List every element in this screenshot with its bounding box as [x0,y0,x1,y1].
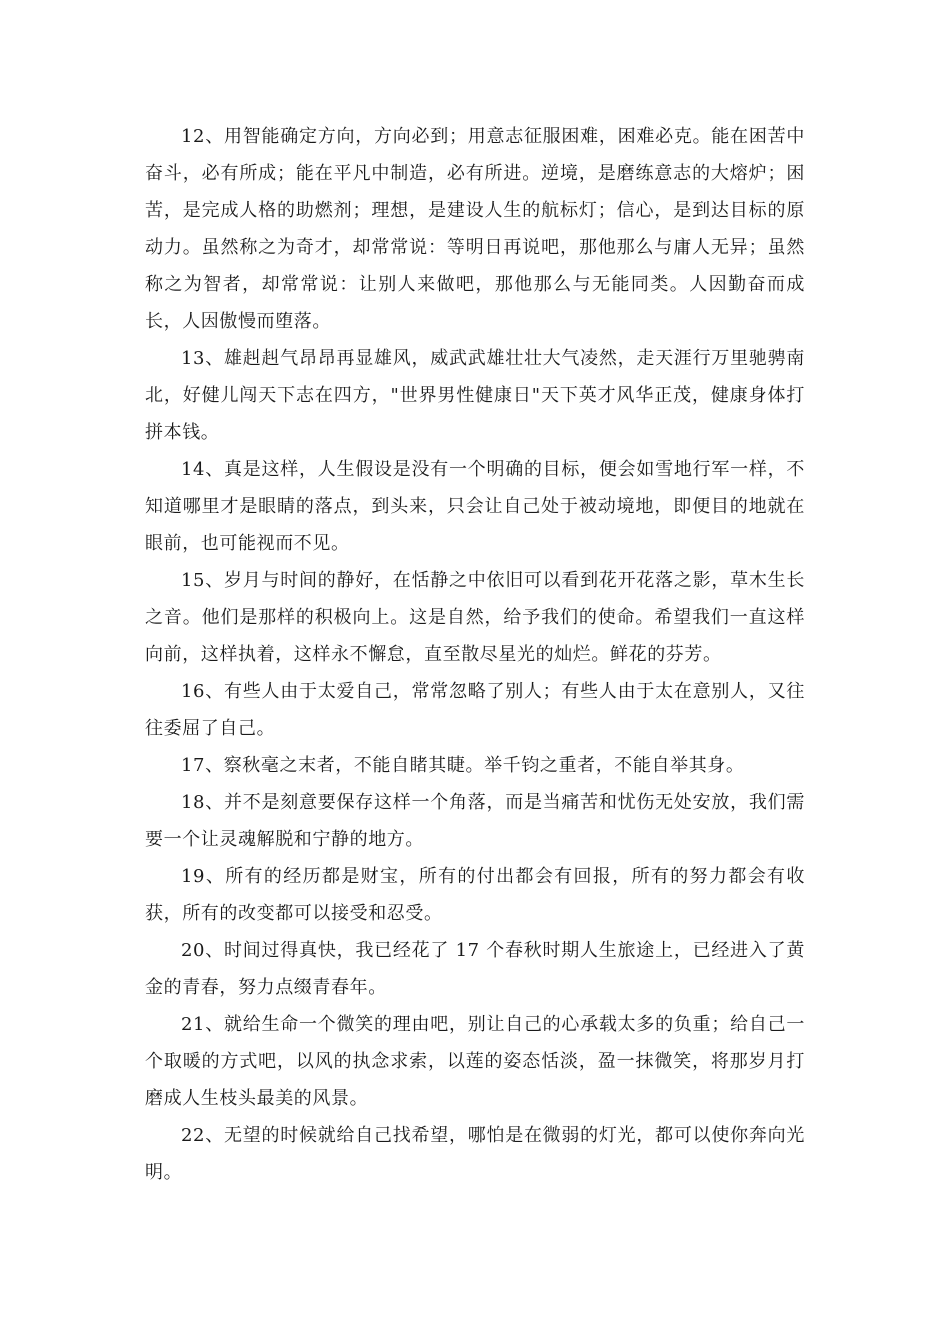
paragraph-22: 22、无望的时候就给自己找希望，哪怕是在微弱的灯光，都可以使你奔向光明。 [145,1125,805,1183]
paragraph-12: 12、用智能确定方向，方向必到；用意志征服困难，困难必克。能在困苦中奋斗，必有所成；能在平凡中制造，必有所进。逆境，是磨练意志的大熔炉；困苦，是完成人格的助燃剂；理想，是建设人生的航标灯；信心，是到达目标的原动力。虽然称之为奇才，却常常说：等明日再说吧，那他那么与庸人无异；虽然称之为智者，却常常说：让别人来做吧，那他那么与无能同类。人因勤奋而成长，人因傲慢而堕落。 [145,126,805,332]
paragraph-16: 16、有些人由于太爱自己，常常忽略了别人；有些人由于太在意别人，又往往委屈了自己。 [145,681,805,739]
document-body [145,118,805,1191]
paragraph-21: 21、就给生命一个微笑的理由吧，别让自己的心承载太多的负重；给自己一个取暖的方式吧，以风的执念求索，以莲的姿态恬淡，盈一抹微笑，将那岁月打磨成人生枝头最美的风景。 [145,1014,805,1109]
paragraph-20: 20、时间过得真快，我已经花了 17 个春秋时期人生旅途上，已经进入了黄金的青春，努力点缀青春年。 [145,940,805,998]
paragraph-13: 13、雄赳赳气昂昂再显雄风，威武武雄壮壮大气凌然，走天涯行万里驰骋南北，好健儿闯天下志在四方，"世界男性健康日"天下英才风华正茂，健康身体打拼本钱。 [145,348,805,443]
paragraph-15: 15、岁月与时间的静好，在恬静之中依旧可以看到花开花落之影，草木生长之音。他们是那样的积极向上。这是自然，给予我们的使命。希望我们一直这样向前，这样执着，这样永不懈怠，直至散尽星光的灿烂。鲜花的芬芳。 [145,570,805,665]
paragraph-14: 14、真是这样，人生假设是没有一个明确的目标，便会如雪地行军一样，不知道哪里才是眼睛的落点，到头来，只会让自己处于被动境地，即便目的地就在眼前，也可能视而不见。 [145,459,805,554]
paragraph-18: 18、并不是刻意要保存这样一个角落，而是当痛苦和忧伤无处安放，我们需要一个让灵魂解脱和宁静的地方。 [145,792,805,850]
paragraph-17: 17、察秋毫之末者，不能自睹其睫。举千钧之重者，不能自举其身。 [181,755,745,776]
paragraph-19: 19、所有的经历都是财宝，所有的付出都会有回报，所有的努力都会有收获，所有的改变都可以接受和忍受。 [145,866,805,924]
